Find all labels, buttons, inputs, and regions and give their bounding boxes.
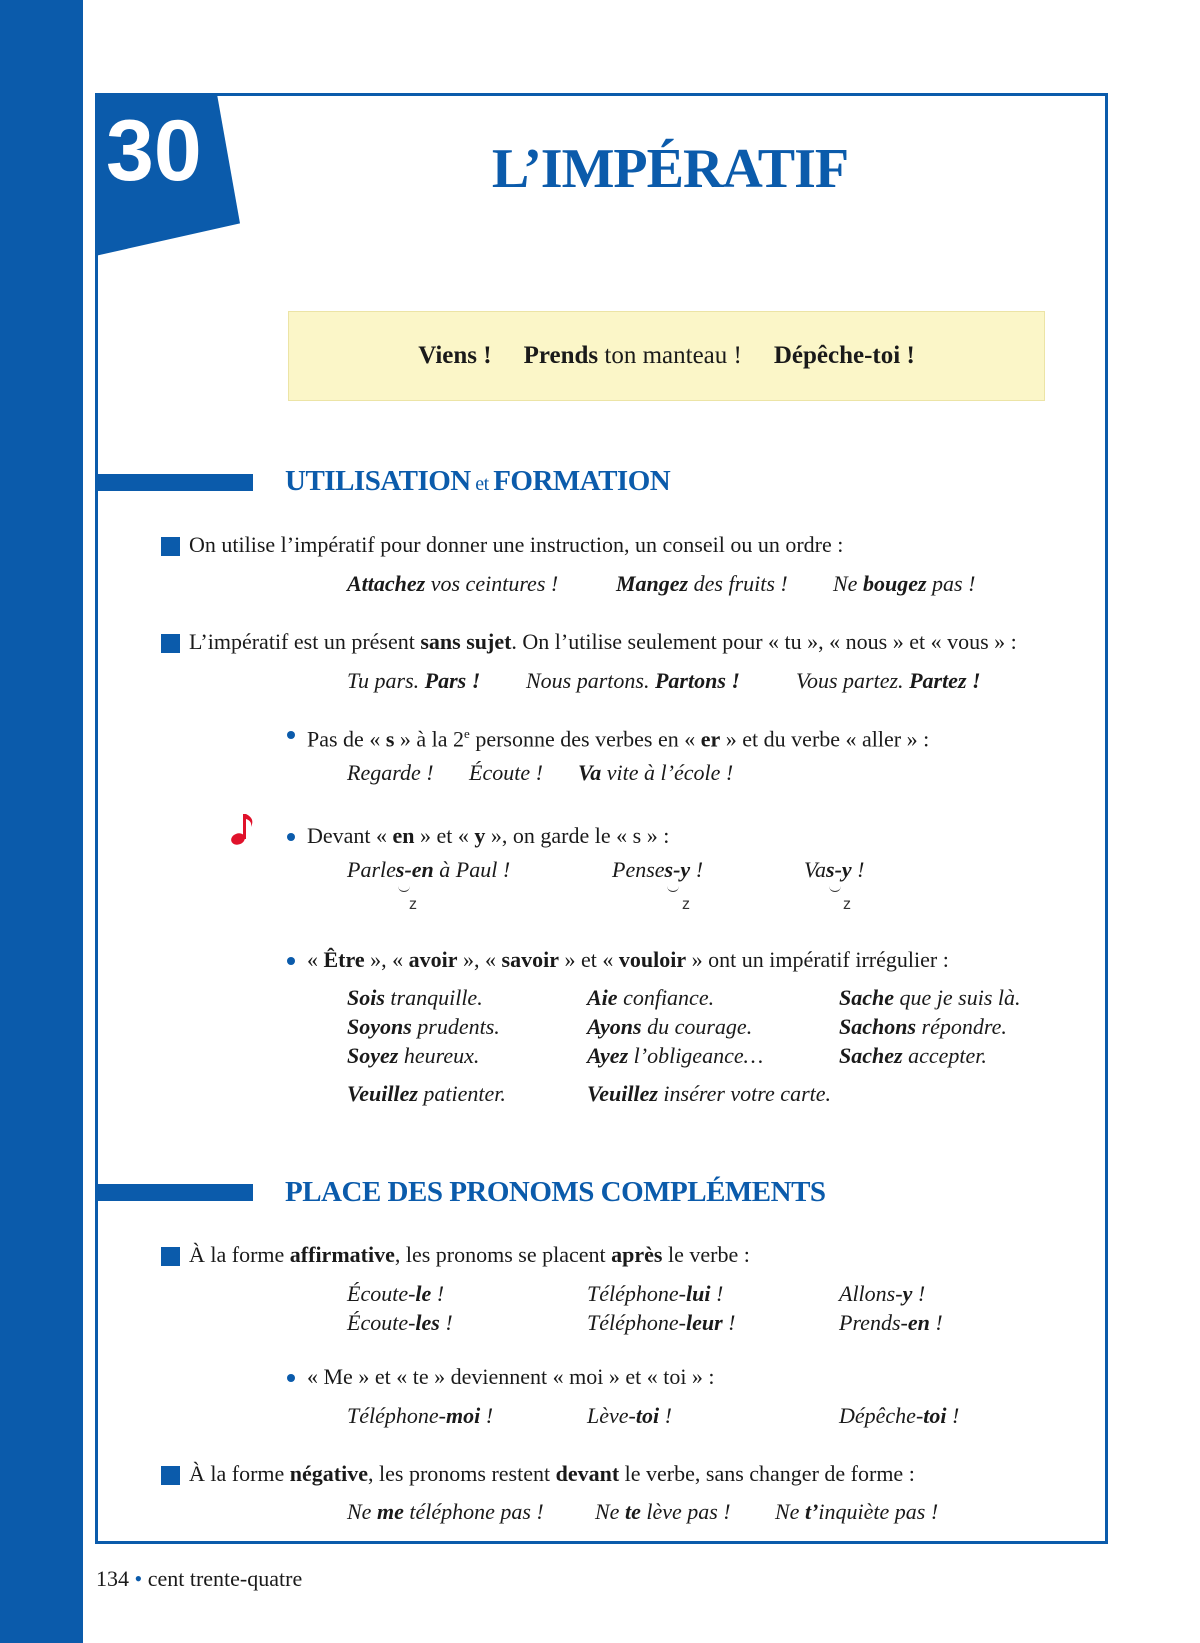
example: Sache que je suis là. (839, 985, 1021, 1010)
bullet-text: Devant « en » et « y », on garde le « s » : (307, 823, 670, 848)
example: Sachez accepter. (839, 1043, 987, 1068)
intro-example: Prends ton manteau ! (523, 342, 742, 369)
rule-text: À la forme affirmative, les pronoms se placent après le verbe : (189, 1242, 750, 1267)
example: Veuillez patienter. (347, 1081, 506, 1106)
example: Vous partez. Partez ! (796, 668, 981, 693)
example: Allons-y ! (839, 1281, 926, 1306)
example: Écoute ! (469, 760, 543, 785)
example: Mangez des fruits ! (616, 571, 788, 596)
intro-example-box (288, 311, 1045, 401)
bullet-text: Pas de « s » à la 2e personne des verbes en « er » et du verbe « aller » : (307, 726, 930, 752)
example: Va vite à l’école ! (578, 760, 734, 785)
bullet-dot (287, 833, 295, 841)
example: Soyons prudents. (347, 1014, 500, 1039)
example: Lève-toi ! (587, 1403, 672, 1428)
example: Sois tranquille. (347, 985, 483, 1010)
liaison-z-mark: z (843, 896, 851, 913)
left-color-band (0, 0, 83, 1643)
example: Parles-en à Paul ! (347, 857, 511, 882)
example: Veuillez insérer votre carte. (587, 1081, 832, 1106)
page-number: 134 (96, 1566, 129, 1591)
footer-bullet: • (134, 1566, 143, 1591)
example: Regarde ! (347, 760, 434, 785)
intro-example: Dépêche-toi ! (773, 342, 915, 369)
example: Téléphone-moi ! (347, 1403, 494, 1428)
bullet-dot (287, 1374, 295, 1382)
example: Nous partons. Partons ! (526, 668, 740, 693)
example: Tu pars. Pars ! (347, 668, 481, 693)
page-footer (96, 1566, 302, 1592)
example: Soyez heureux. (347, 1043, 480, 1068)
page-number-words: cent trente-quatre (147, 1566, 303, 1591)
intro-example: Viens ! (418, 342, 492, 369)
rule-square-icon (161, 537, 180, 556)
section-title-utilisation: UTILISATION et FORMATION (285, 465, 671, 497)
rule-text: L’impératif est un présent sans sujet. On l’utilise seulement pour « tu », « nous » et « vous » : (189, 629, 1017, 654)
liaison-z-mark: z (682, 896, 690, 913)
rule-square-icon (161, 1466, 180, 1485)
chapter-number: 30 (106, 103, 202, 199)
example: Attachez vos ceintures ! (347, 571, 559, 596)
example: Sachons répondre. (839, 1014, 1007, 1039)
example: Penses-y ! (612, 857, 704, 882)
example: Écoute-les ! (347, 1310, 453, 1335)
bullet-text: « Être », « avoir », « savoir » et « vouloir » ont un impératif irrégulier : (307, 947, 949, 972)
example: Écoute-le ! (347, 1281, 445, 1306)
page-title: L’IMPÉRATIF (491, 138, 849, 200)
bullet-dot (287, 957, 295, 965)
example: Aie confiance. (587, 985, 715, 1010)
example: Prends-en ! (839, 1310, 943, 1335)
example: Ne t’inquiète pas ! (775, 1499, 939, 1524)
example: Téléphone-lui ! (587, 1281, 724, 1306)
example: Ne te lève pas ! (595, 1499, 731, 1524)
example: Dépêche-toi ! (839, 1403, 960, 1428)
liaison-z-mark: z (409, 896, 417, 913)
example: Ayez l’obligeance… (587, 1043, 764, 1068)
rule-square-icon (161, 1247, 180, 1266)
bullet-text: « Me » et « te » deviennent « moi » et « toi » : (307, 1364, 715, 1389)
bullet-dot (287, 731, 295, 739)
rule-square-icon (161, 634, 180, 653)
example: Téléphone-leur ! (587, 1310, 736, 1335)
music-note-icon (230, 811, 256, 847)
example: Vas-y ! (804, 857, 865, 882)
rule-text: On utilise l’impératif pour donner une instruction, un conseil ou un ordre : (189, 532, 844, 557)
example: Ayons du courage. (587, 1014, 753, 1039)
example: Ne me téléphone pas ! (347, 1499, 544, 1524)
section-title-pronoms: PLACE DES PRONOMS COMPLÉMENTS (285, 1176, 826, 1208)
rule-text: À la forme négative, les pronoms restent devant le verbe, sans changer de forme : (189, 1461, 915, 1486)
section-bar (96, 1184, 253, 1201)
example: Ne bougez pas ! (833, 571, 976, 596)
section-bar (96, 474, 253, 491)
